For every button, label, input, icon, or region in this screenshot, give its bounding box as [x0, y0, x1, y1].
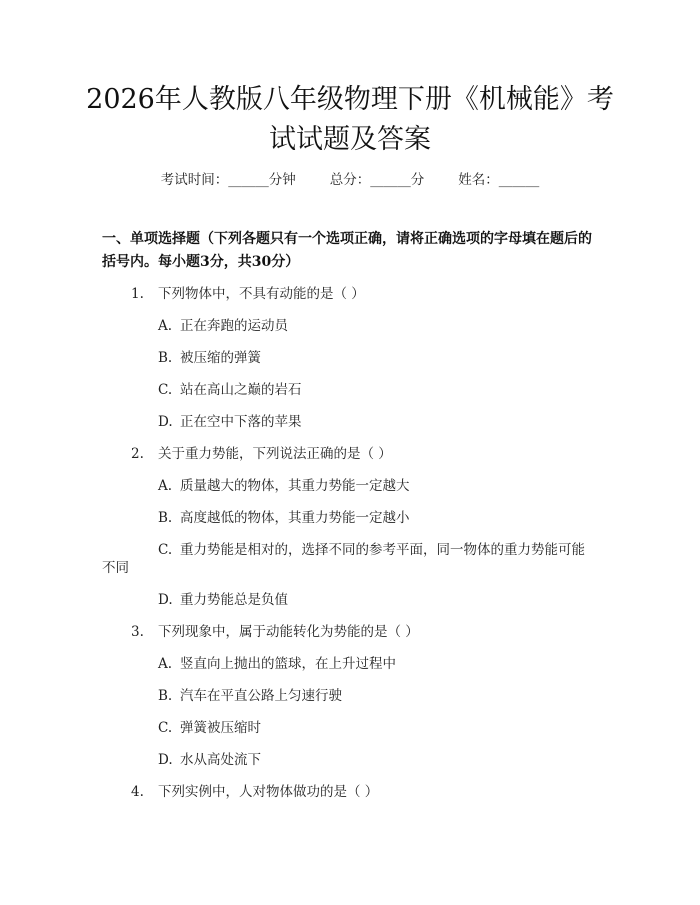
question-number: 1. — [131, 286, 144, 302]
option-letter: B. — [158, 510, 173, 526]
option-letter: D. — [158, 752, 173, 768]
option-letter: A. — [158, 656, 173, 672]
option-text: 重力势能是相对的，选择不同的参考平面，同一物体的重力势能可能 — [180, 542, 585, 558]
exam-time-field: 考试时间：______分钟 — [160, 172, 296, 188]
question-3 — [131, 620, 419, 640]
option-letter: A. — [158, 318, 173, 334]
option-letter: B. — [158, 350, 173, 366]
question-text: 下列实例中，人对物体做功的是（ ） — [158, 784, 379, 800]
option-letter: C. — [158, 720, 173, 736]
q1-option-b — [158, 346, 261, 366]
total-score-field: 总分：______分 — [329, 172, 425, 188]
question-text: 下列现象中，属于动能转化为势能的是（ ） — [158, 624, 419, 640]
option-letter: D. — [158, 414, 173, 430]
name-field: 姓名：______ — [458, 172, 540, 188]
q3-option-c — [158, 716, 261, 736]
question-number: 4. — [131, 784, 144, 800]
option-letter: C. — [158, 542, 173, 558]
q2-option-c — [158, 538, 585, 558]
q1-option-d — [158, 410, 302, 430]
section-1-heading: 一、单项选择题（下列各题只有一个选项正确，请将正确选项的字母填在题后的括号内。每小题3分，共30分） — [102, 231, 592, 270]
option-letter: D. — [158, 592, 173, 608]
option-text: 被压缩的弹簧 — [180, 350, 261, 366]
option-letter: B. — [158, 688, 173, 704]
question-text: 下列物体中，不具有动能的是（ ） — [158, 286, 365, 302]
option-text: 重力势能总是负值 — [180, 592, 288, 608]
option-text: 正在空中下落的苹果 — [180, 414, 302, 430]
question-1 — [131, 282, 365, 302]
question-4 — [131, 780, 378, 800]
question-text: 关于重力势能，下列说法正确的是（ ） — [158, 446, 392, 462]
q2-option-a — [158, 474, 410, 494]
option-text: 正在奔跑的运动员 — [180, 318, 288, 334]
option-text: 水从高处流下 — [180, 752, 261, 768]
q3-option-a — [158, 652, 396, 672]
exam-meta-row — [0, 168, 700, 188]
q2-option-d — [158, 588, 288, 608]
option-text: 汽车在平直公路上匀速行驶 — [180, 688, 342, 704]
option-text: 高度越低的物体，其重力势能一定越小 — [180, 510, 410, 526]
q3-option-b — [158, 684, 342, 704]
option-letter: C. — [158, 382, 173, 398]
question-number: 3. — [131, 624, 144, 640]
option-text: 竖直向上抛出的篮球，在上升过程中 — [180, 656, 396, 672]
option-text: 站在高山之巅的岩石 — [180, 382, 302, 398]
q1-option-a — [158, 314, 288, 334]
q3-option-d — [158, 748, 261, 768]
q2-option-c-continuation: 不同 — [102, 560, 129, 576]
document-title-line-1: 2026年人教版八年级物理下册《机械能》考 — [86, 84, 614, 115]
document-title-line-2: 试试题及答案 — [269, 124, 431, 155]
option-letter: A. — [158, 478, 173, 494]
question-number: 2. — [131, 446, 144, 462]
question-2 — [131, 442, 392, 462]
q2-option-b — [158, 506, 410, 526]
option-text: 弹簧被压缩时 — [180, 720, 261, 736]
option-text: 质量越大的物体，其重力势能一定越大 — [180, 478, 410, 494]
q1-option-c — [158, 378, 302, 398]
